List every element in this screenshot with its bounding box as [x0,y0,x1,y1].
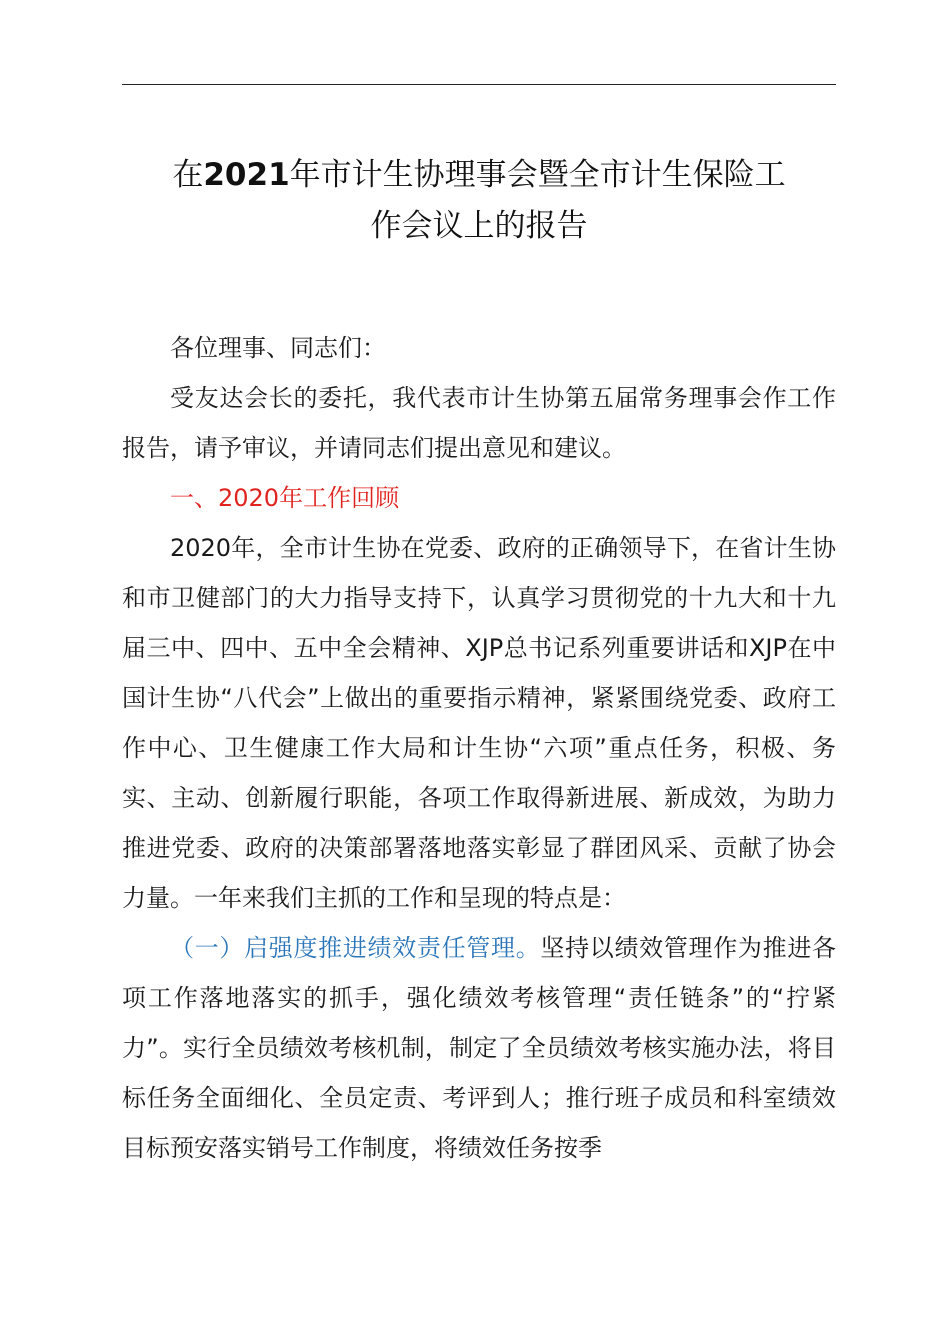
title-line1-rest: 年市计生协理事会暨全市计生保险工 [289,157,786,193]
salutation: 各位理事、同志们： [170,334,386,362]
section-1-paragraph: 2020年，全市计生协在党委、政府的正确领导下，在省计生协和市卫健部门的大力指导支持下，认真学习贯彻党的十九大和十九届三中、四中、五中全会精神、XJP总书记系列重要讲话和XJP在中国计生协“八代会”上做出的重要指示精神，紧紧围绕党委、政府工作中心、卫生健康工作大局和计生协“六项”重点任务，积极、务实、主动、创新履行职能，各项工作取得新进展、新成效，为助力推进党委、政府的决策部署落地落实彰显了群团风采、贡献了协会力量。一年来我们主抓的工作和呈现的特点是： [122,534,836,912]
header-rule [122,84,836,85]
subsection-1-paragraph [122,923,836,1173]
title-line2: 作会议上的报告 [370,208,588,244]
document-body [122,323,836,1173]
title-prefix: 在 [172,157,204,193]
document-title [122,150,836,252]
subsection-1-text: 坚持以绩效管理作为推进各项工作落地落实的抓手，强化绩效考核管理“责任链条”的“拧紧力”。实行全员绩效考核机制，制定了全员绩效考核实施办法，将目标任务全面细化、全员定责、考评到人；推行班子成员和科室绩效目标预安落实销号工作制度，将绩效任务按季 [122,934,837,1162]
subsection-heading-1: （一）启强度推进绩效责任管理。 [170,934,541,962]
intro-paragraph: 受友达会长的委托，我代表市计生协第五届常务理事会作工作报告，请予审议，并请同志们提出意见和建议。 [122,384,836,462]
title-year: 2021 [203,157,290,193]
section-heading-1: 一、2020年工作回顾 [170,484,400,512]
